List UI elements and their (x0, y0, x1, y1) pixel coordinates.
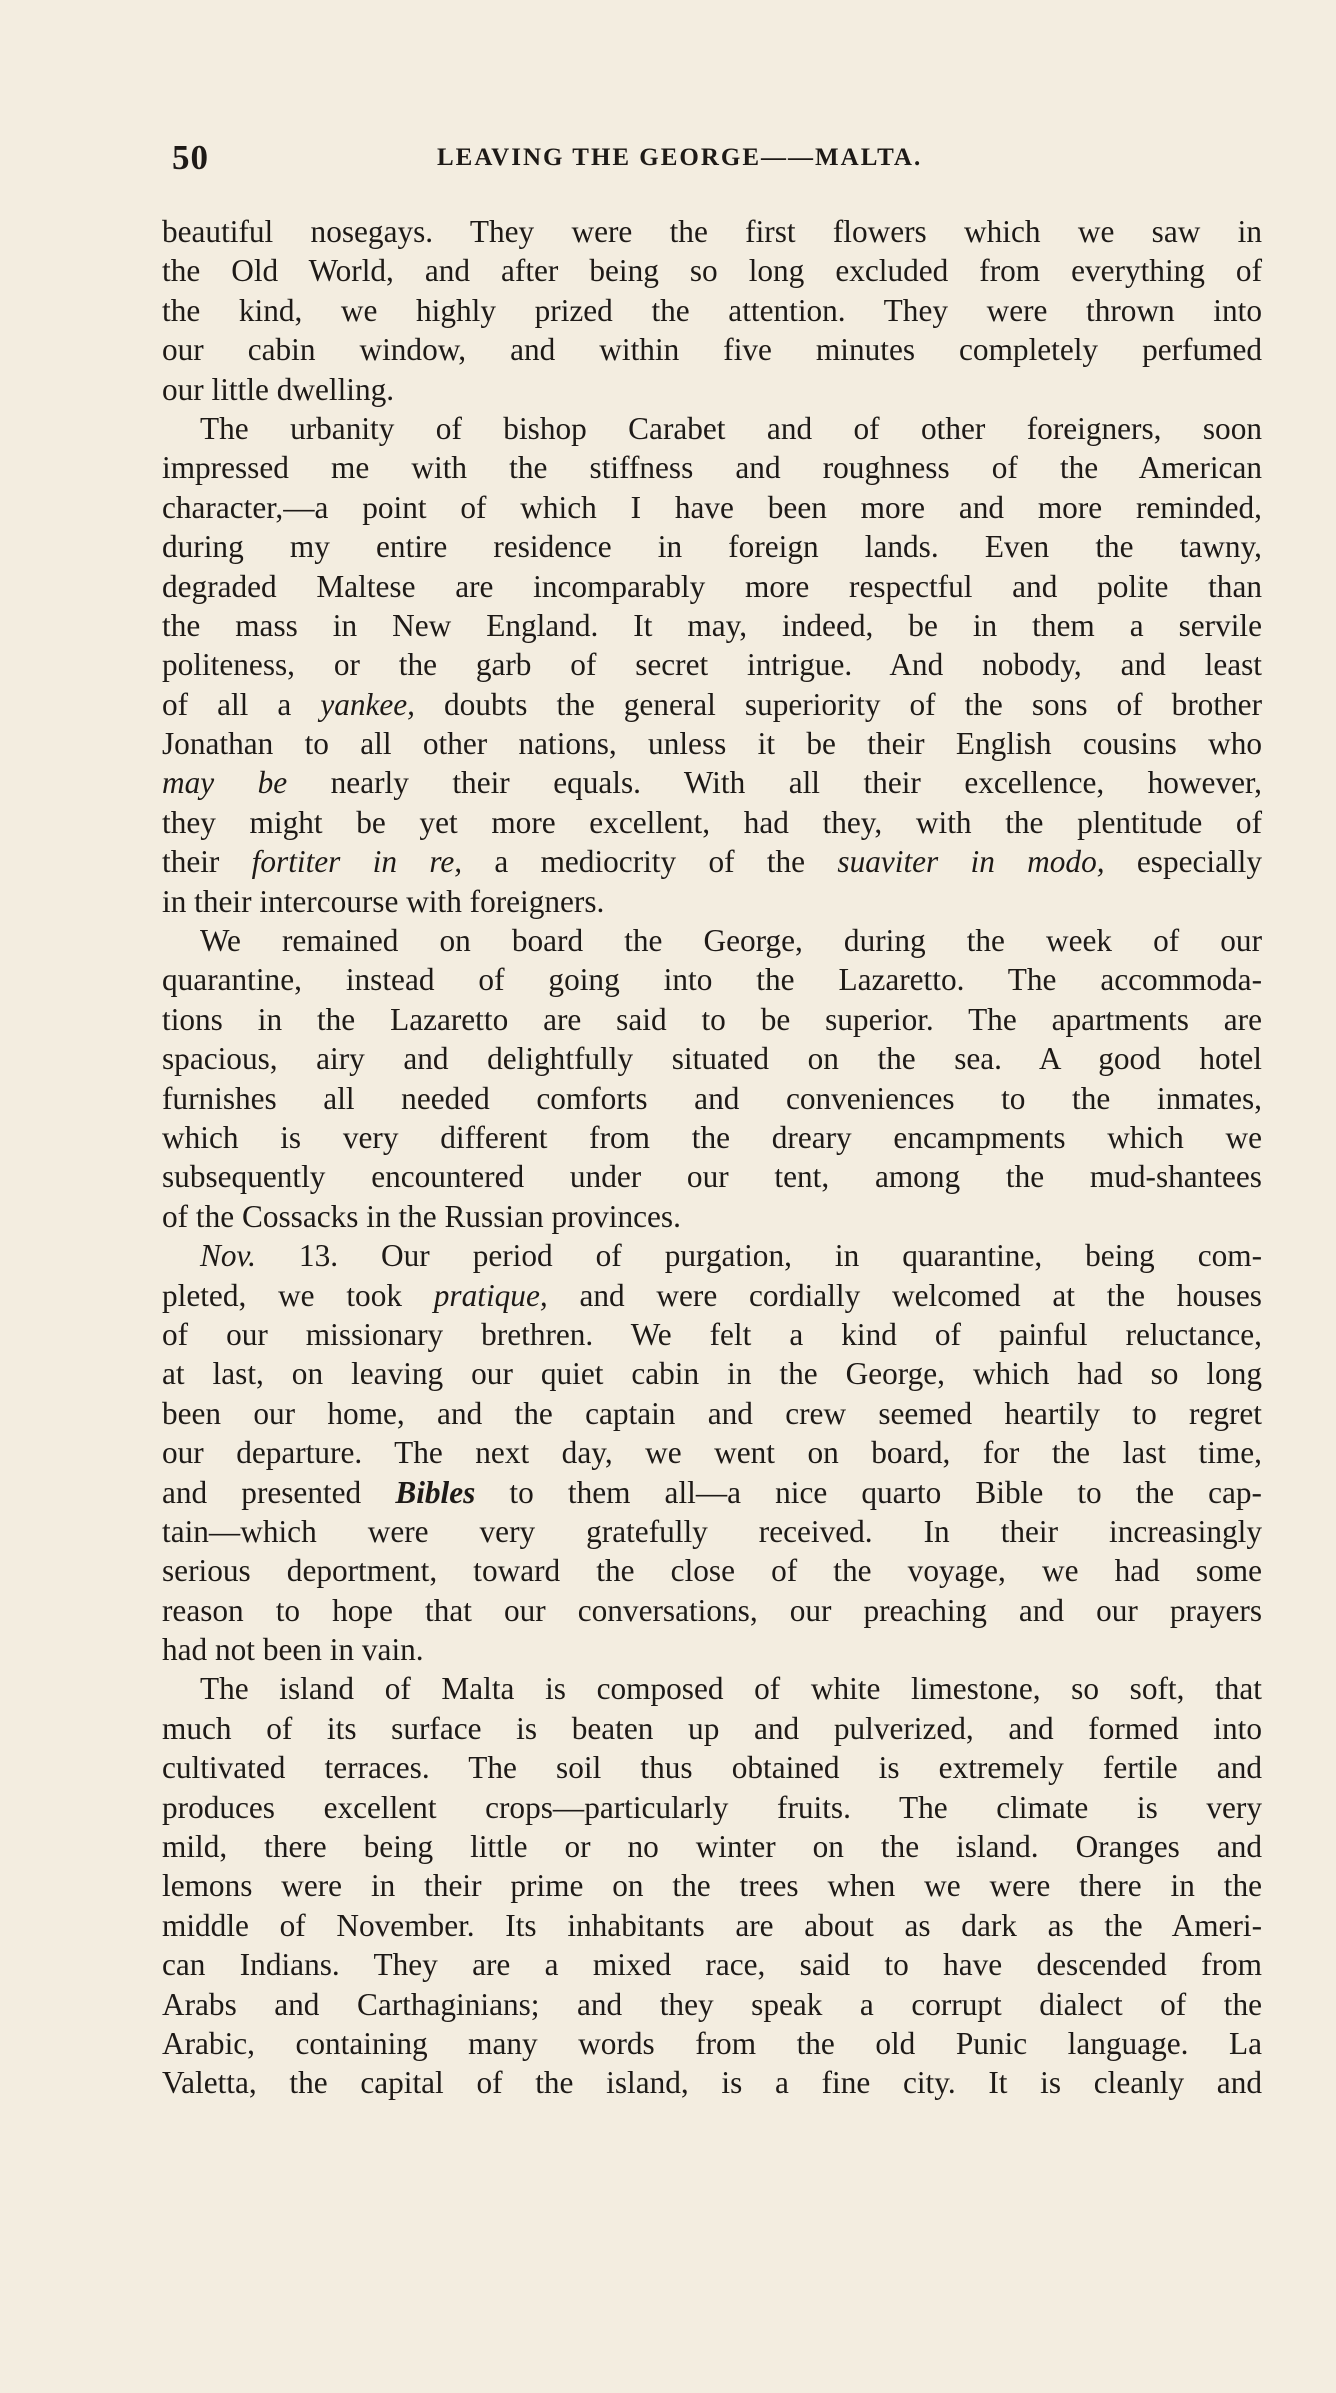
text-line (162, 1906, 1262, 1945)
body-text (162, 212, 1262, 2103)
text-line (162, 1315, 1262, 1354)
text-line (162, 645, 1262, 684)
text-run: spacious, airy and delightfully situated on the sea. A good hotel (162, 1041, 1262, 1077)
text-line (162, 882, 1262, 921)
text-line (162, 1354, 1262, 1393)
text-line (162, 567, 1262, 606)
text-line (162, 960, 1262, 999)
text-run: the Old World, and after being so long excluded from everything of (162, 253, 1262, 289)
text-line (162, 606, 1262, 645)
text-line (162, 803, 1262, 842)
text-line (162, 527, 1262, 566)
text-line (162, 724, 1262, 763)
italic-text: Bibles (395, 1474, 476, 1510)
text-line (162, 1748, 1262, 1787)
text-line (162, 488, 1262, 527)
text-run: during my entire residence in foreign lands. Even the tawny, (162, 529, 1262, 565)
text-run: subsequently encountered under our tent, among the mud-shantees (162, 1159, 1262, 1195)
text-line (162, 251, 1262, 290)
text-run: our departure. The next day, we went on board, for the last time, (162, 1435, 1262, 1471)
text-run: tions in the Lazaretto are said to be superior. The apartments are (162, 1001, 1262, 1037)
text-line (162, 1551, 1262, 1590)
text-line (162, 1236, 1262, 1275)
text-run: in their intercourse with foreigners. (162, 883, 605, 919)
text-line (162, 763, 1262, 802)
text-run: cultivated terraces. The soil thus obtained is extremely fertile and (162, 1750, 1262, 1786)
text-line (162, 291, 1262, 330)
text-line (162, 212, 1262, 251)
text-run: quarantine, instead of going into the Lazaretto. The accommoda- (162, 962, 1262, 998)
text-run: the kind, we highly prized the attention. They were thrown into (162, 292, 1262, 328)
text-line (162, 1945, 1262, 1984)
text-run: furnishes all needed comforts and conveniences to the inmates, (162, 1080, 1262, 1116)
text-run: nearly their equals. With all their excellence, however, (287, 765, 1262, 801)
text-run: of the Cossacks in the Russian provinces. (162, 1198, 681, 1234)
text-line (162, 1866, 1262, 1905)
italic-text: suaviter in modo, (837, 844, 1105, 880)
page-number: 50 (172, 138, 209, 177)
text-run: and presented (162, 1474, 396, 1510)
text-run: produces excellent crops—particularly fruits. The climate is very (162, 1789, 1262, 1825)
text-line (162, 448, 1262, 487)
text-run: mild, there being little or no winter on the island. Oranges and (162, 1829, 1262, 1865)
text-line (162, 685, 1262, 724)
text-run: doubts the general superiority of the sons of brother (415, 686, 1262, 722)
page-header (172, 138, 1252, 178)
text-run: politeness, or the garb of secret intrigue. And nobody, and least (162, 647, 1262, 683)
italic-text: Nov. (200, 1238, 256, 1274)
text-run: of our missionary brethren. We felt a kind of painful reluctance, (162, 1316, 1262, 1352)
text-run: they might be yet more excellent, had they, with the plentitude of (162, 804, 1262, 840)
text-line (162, 842, 1262, 881)
text-run: their (162, 844, 252, 880)
text-line (162, 1709, 1262, 1748)
text-run: lemons were in their prime on the trees when we were there in the (162, 1868, 1262, 1904)
text-line (162, 1197, 1262, 1236)
text-line (162, 2024, 1262, 2063)
text-run: beautiful nosegays. They were the first flowers which we saw in (162, 214, 1262, 249)
text-run: of all a (162, 686, 321, 722)
text-run: which is very different from the dreary encampments which we (162, 1119, 1262, 1155)
text-run: much of its surface is beaten up and pulverized, and formed into (162, 1710, 1262, 1746)
text-line (162, 921, 1262, 960)
text-run: The urbanity of bishop Carabet and of other foreigners, soon (200, 410, 1262, 446)
italic-text: may be (162, 765, 288, 801)
text-run: had not been in vain. (162, 1632, 424, 1668)
text-run: the mass in New England. It may, indeed, be in them a servile (162, 607, 1262, 643)
text-line (162, 1591, 1262, 1630)
text-line (162, 1473, 1262, 1512)
text-run: Jonathan to all other nations, unless it be their English cousins who (162, 726, 1262, 762)
italic-text: yankee, (320, 686, 415, 722)
text-line (162, 1669, 1262, 1708)
text-line (162, 1788, 1262, 1827)
text-run: at last, on leaving our quiet cabin in the George, which had so long (162, 1356, 1262, 1392)
text-run: 13. Our period of purgation, in quarantine, being com- (255, 1238, 1262, 1274)
italic-text: pratique, (433, 1277, 548, 1313)
text-run: middle of November. Its inhabitants are about as dark as the Ameri- (162, 1907, 1262, 1943)
text-run: a mediocrity of the (462, 844, 838, 880)
text-run: serious deportment, toward the close of the voyage, we had some (162, 1553, 1262, 1589)
italic-text: fortiter in re, (251, 844, 463, 880)
text-run: pleted, we took (162, 1277, 434, 1313)
text-run: and were cordially welcomed at the houses (547, 1277, 1262, 1313)
text-line (162, 2063, 1262, 2102)
text-line (162, 1079, 1262, 1118)
text-line (162, 1394, 1262, 1433)
text-run: tain—which were very gratefully received. In their increasingly (162, 1513, 1262, 1549)
text-line (162, 1630, 1262, 1669)
text-line (162, 1039, 1262, 1078)
text-run: been our home, and the captain and crew seemed heartily to regret (162, 1395, 1262, 1431)
text-line (162, 1276, 1262, 1315)
text-run: degraded Maltese are incomparably more respectful and polite than (162, 568, 1262, 604)
text-run: impressed me with the stiffness and roughness of the American (162, 450, 1262, 486)
text-line (162, 1827, 1262, 1866)
text-line (162, 1985, 1262, 2024)
text-line (162, 1118, 1262, 1157)
text-line (162, 370, 1262, 409)
text-line (162, 330, 1262, 369)
text-run: Arabic, containing many words from the old Punic language. La (162, 2025, 1262, 2061)
text-run: our little dwelling. (162, 371, 395, 407)
text-run: The island of Malta is composed of white limestone, so soft, that (200, 1671, 1262, 1707)
text-run: character,—a point of which I have been more and more reminded, (162, 489, 1262, 525)
text-line (162, 1157, 1262, 1196)
text-line (162, 409, 1262, 448)
running-head: LEAVING THE GEORGE——MALTA. (437, 144, 923, 171)
text-line (162, 1433, 1262, 1472)
text-run: Valetta, the capital of the island, is a fine city. It is cleanly and (162, 2065, 1262, 2101)
text-run: Arabs and Carthaginians; and they speak a corrupt dialect of the (162, 1986, 1262, 2022)
text-run: reason to hope that our conversations, our preaching and our prayers (162, 1592, 1262, 1628)
text-run: especially (1104, 844, 1262, 880)
text-run: our cabin window, and within five minutes completely perfumed (162, 332, 1262, 368)
text-run: to them all—a nice quarto Bible to the cap- (475, 1474, 1262, 1510)
text-line (162, 1000, 1262, 1039)
text-run: can Indians. They are a mixed race, said to have descended from (162, 1947, 1262, 1983)
text-line (162, 1512, 1262, 1551)
text-run: We remained on board the George, during the week of our (200, 923, 1262, 959)
